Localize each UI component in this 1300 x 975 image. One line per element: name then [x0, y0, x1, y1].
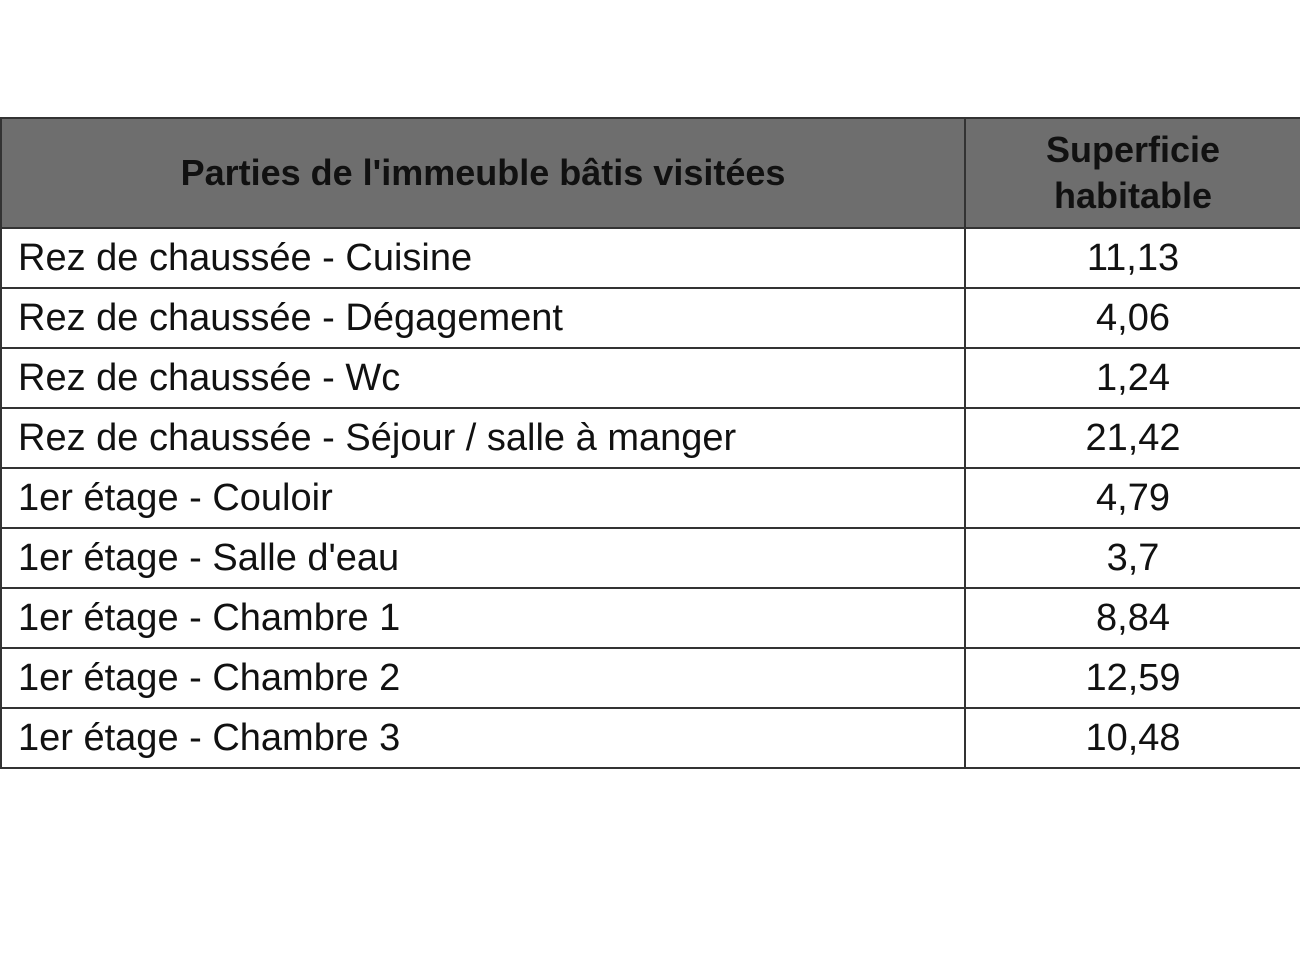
cell-area: 12,59 — [965, 648, 1300, 708]
table-header-row — [1, 118, 1300, 228]
cell-area: 3,7 — [965, 528, 1300, 588]
table-row — [1, 288, 1300, 348]
cell-part: 1er étage - Chambre 2 — [1, 648, 965, 708]
table-row — [1, 528, 1300, 588]
cell-area: 1,24 — [965, 348, 1300, 408]
cell-part: Rez de chaussée - Cuisine — [1, 228, 965, 288]
cell-part: Rez de chaussée - Séjour / salle à manger — [1, 408, 965, 468]
cell-area: 11,13 — [965, 228, 1300, 288]
cell-part: Rez de chaussée - Dégagement — [1, 288, 965, 348]
surface-table — [0, 117, 1300, 769]
cell-area: 4,06 — [965, 288, 1300, 348]
header-area: Superficie habitable — [965, 118, 1300, 228]
cell-part: 1er étage - Chambre 3 — [1, 708, 965, 768]
cell-part: 1er étage - Couloir — [1, 468, 965, 528]
table-row — [1, 588, 1300, 648]
table-row — [1, 648, 1300, 708]
cell-part: Rez de chaussée - Wc — [1, 348, 965, 408]
table-row — [1, 708, 1300, 768]
table-row — [1, 468, 1300, 528]
header-part: Parties de l'immeuble bâtis visitées — [1, 118, 965, 228]
table-row — [1, 408, 1300, 468]
cell-area: 10,48 — [965, 708, 1300, 768]
cell-part: 1er étage - Salle d'eau — [1, 528, 965, 588]
table-row — [1, 228, 1300, 288]
cell-area: 8,84 — [965, 588, 1300, 648]
table-row — [1, 348, 1300, 408]
cell-area: 21,42 — [965, 408, 1300, 468]
cell-part: 1er étage - Chambre 1 — [1, 588, 965, 648]
cell-area: 4,79 — [965, 468, 1300, 528]
